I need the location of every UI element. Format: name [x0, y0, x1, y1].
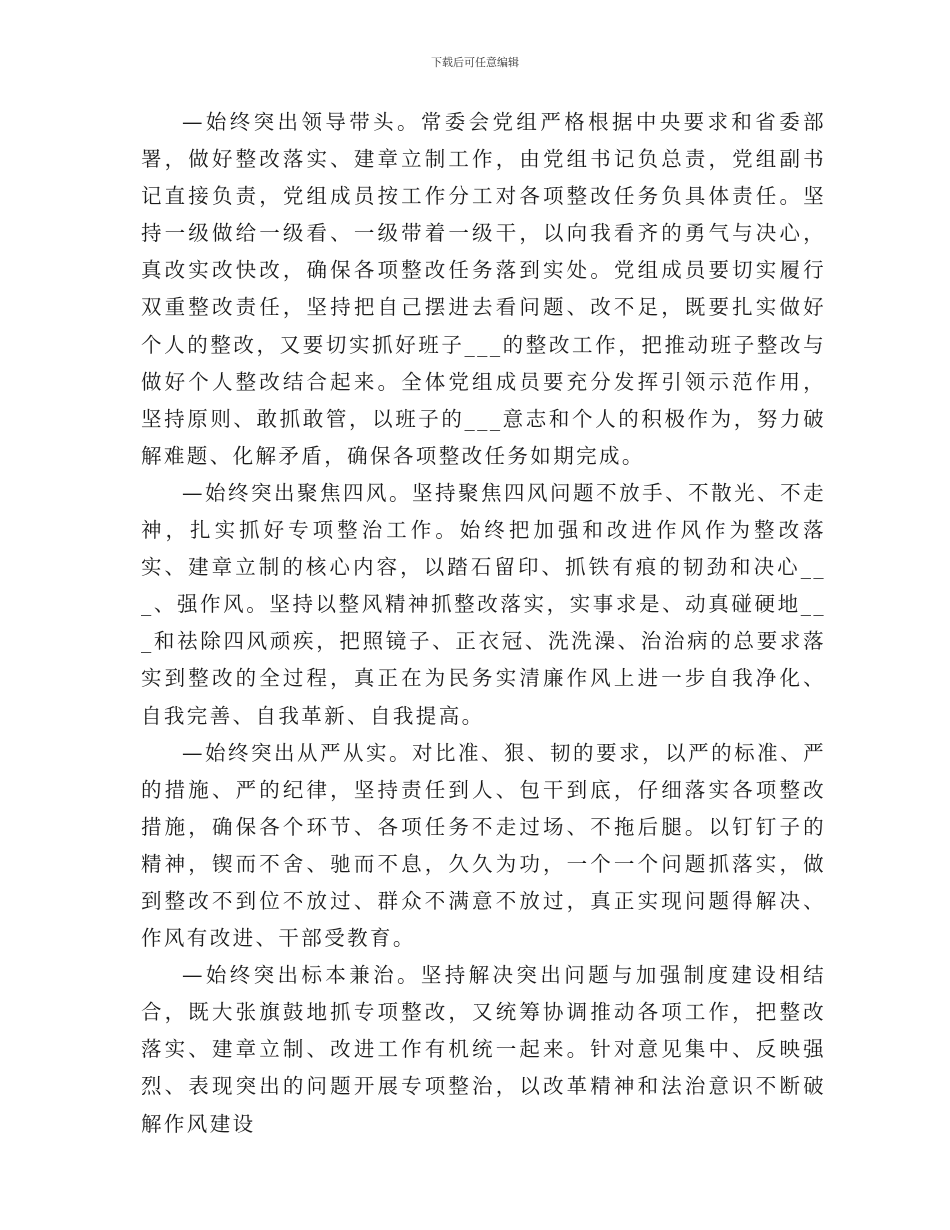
- paragraph-root-cause: —始终突出标本兼治。坚持解决突出问题与加强制度建设相结合，既大张旗鼓地抓专项整改，又统筹协调推动各项工作，把整改落实、建章立制、改进工作有机统一起来。针对意见集中、反映强烈、表现突出的问题开展专项整治，以改革精神和法治意识不断破解作风建设: [141, 963, 826, 1136]
- paragraph-leadership: —始终突出领导带头。常委会党组严格根据中央要求和省委部署，做好整改落实、建章立制工作，由党组书记负总责，党组副书记直接负责，党组成员按工作分工对各项整改任务负具体责任。坚持一级做给一级看、一级带着一级干，以向我看齐的勇气与决心，真改实改快改，确保各项整改任务落到实处。党组成员要切实履行双重整改责任，坚持把自己摆进去看问题、改不足，既要扎实做好个人的整改，又要切实抓好班子___的整改工作，把推动班子整改与做好个人整改结合起来。全体党组成员要充分发挥引领示范作用，坚持原则、敢抓敢管，以班子的___意志和个人的积极作为，努力破解难题、化解矛盾，确保各项整改任务如期完成。: [141, 110, 826, 468]
- paragraph-four-winds: —始终突出聚焦四风。坚持聚焦四风问题不放手、不散光、不走神，扎实抓好专项整治工作。始终把加强和改进作风作为整改落实、建章立制的核心内容，以踏石留印、抓铁有痕的韧劲和决心___、强作风。坚持以整风精神抓整改落实，实事求是、动真碰硬地___和祛除四风顽疾，把照镜子、正衣冠、洗洗澡、治治病的总要求落实到整改的全过程，真正在为民务实清廉作风上进一步自我净化、自我完善、自我革新、自我提高。: [141, 480, 826, 728]
- page-header: 下载后可任意编辑: [431, 56, 519, 69]
- document-body: [141, 104, 826, 1143]
- paragraph-strict-practical: —始终突出从严从实。对比准、狠、韧的要求，以严的标准、严的措施、严的纪律，坚持责任到人、包干到底，仔细落实各项整改措施，确保各个环节、各项任务不走过场、不拖后腿。以钉钉子的精神，锲而不舍、驰而不息，久久为功，一个一个问题抓落实，做到整改不到位不放过、群众不满意不放过，真正实现问题得解决、作风有改进、干部受教育。: [141, 740, 826, 951]
